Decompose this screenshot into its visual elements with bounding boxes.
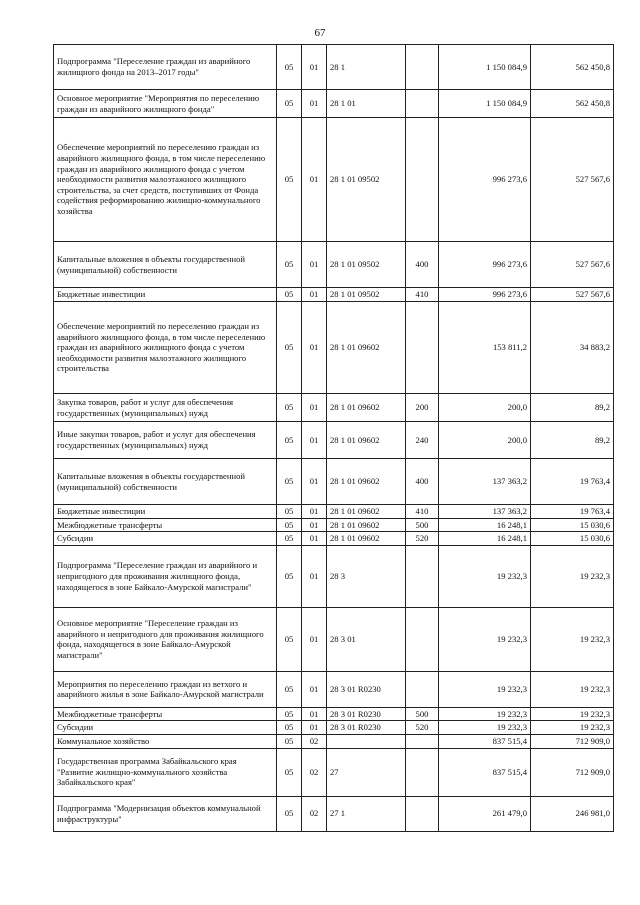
- cell-rz: 05: [277, 707, 302, 721]
- cell-sum2: 15 030,6: [531, 532, 614, 546]
- cell-csr: 28 1 01 09602: [327, 505, 406, 519]
- cell-sum1: 19 232,3: [439, 721, 531, 735]
- cell-csr: 28 1 01 09602: [327, 302, 406, 394]
- table-row: [54, 532, 614, 546]
- cell-rz: 05: [277, 532, 302, 546]
- table-row: [54, 545, 614, 607]
- cell-name: Государственная программа Забайкальского края "Развитие жилищно-коммунального хозяйства Забайкальского края": [54, 748, 277, 796]
- cell-name: Основное мероприятие "Мероприятия по переселению граждан из аварийного жилищного фонда": [54, 90, 277, 118]
- cell-vr: 520: [406, 532, 439, 546]
- cell-sum1: 1 150 084,9: [439, 45, 531, 90]
- cell-csr: 28 1 01 09602: [327, 518, 406, 532]
- cell-vr: 240: [406, 422, 439, 459]
- cell-sum2: 15 030,6: [531, 518, 614, 532]
- cell-sum1: 19 232,3: [439, 707, 531, 721]
- cell-pr: 01: [302, 707, 327, 721]
- cell-rz: 05: [277, 796, 302, 831]
- cell-name: Подпрограмма "Модернизация объектов коммунальной инфраструктуры": [54, 796, 277, 831]
- cell-sum1: 19 232,3: [439, 545, 531, 607]
- cell-name: Субсидии: [54, 532, 277, 546]
- cell-name: Мероприятия по переселению граждан из ветхого и аварийного жилья в зоне Байкало-Амурской магистрали: [54, 671, 277, 707]
- cell-sum1: 200,0: [439, 422, 531, 459]
- cell-csr: [327, 734, 406, 748]
- cell-sum1: 837 515,4: [439, 734, 531, 748]
- cell-name: Капитальные вложения в объекты государственной (муниципальной) собственности: [54, 459, 277, 505]
- cell-sum1: 1 150 084,9: [439, 90, 531, 118]
- table-row: [54, 721, 614, 735]
- cell-rz: 05: [277, 505, 302, 519]
- cell-vr: 400: [406, 242, 439, 288]
- cell-csr: 28 1 01 09602: [327, 394, 406, 422]
- cell-pr: 02: [302, 734, 327, 748]
- cell-name: Межбюджетные трансферты: [54, 707, 277, 721]
- cell-sum1: 16 248,1: [439, 518, 531, 532]
- cell-sum1: 996 273,6: [439, 288, 531, 302]
- cell-vr: [406, 302, 439, 394]
- cell-sum2: 527 567,6: [531, 118, 614, 242]
- cell-pr: 01: [302, 302, 327, 394]
- cell-vr: 520: [406, 721, 439, 735]
- cell-sum2: 246 981,0: [531, 796, 614, 831]
- cell-vr: 410: [406, 505, 439, 519]
- cell-sum2: 19 763,4: [531, 505, 614, 519]
- cell-vr: [406, 607, 439, 671]
- cell-vr: [406, 734, 439, 748]
- cell-sum2: 34 883,2: [531, 302, 614, 394]
- cell-rz: 05: [277, 45, 302, 90]
- table-row: [54, 302, 614, 394]
- cell-name: Подпрограмма "Переселение граждан из аварийного жилищного фонда на 2013–2017 годы": [54, 45, 277, 90]
- cell-sum2: 19 763,4: [531, 459, 614, 505]
- cell-rz: 05: [277, 90, 302, 118]
- cell-rz: 05: [277, 459, 302, 505]
- cell-sum2: 19 232,3: [531, 607, 614, 671]
- table-row: [54, 671, 614, 707]
- cell-pr: 01: [302, 90, 327, 118]
- cell-pr: 01: [302, 545, 327, 607]
- table-row: [54, 118, 614, 242]
- cell-name: Капитальные вложения в объекты государственной (муниципальной) собственности: [54, 242, 277, 288]
- cell-pr: 01: [302, 459, 327, 505]
- cell-csr: 28 3 01 R0230: [327, 707, 406, 721]
- cell-csr: 28 3 01 R0230: [327, 671, 406, 707]
- cell-csr: 28 1 01 09502: [327, 118, 406, 242]
- table-row: [54, 518, 614, 532]
- cell-rz: 05: [277, 518, 302, 532]
- table-row: [54, 90, 614, 118]
- cell-pr: 02: [302, 796, 327, 831]
- cell-csr: 27: [327, 748, 406, 796]
- cell-name: Основное мероприятие "Переселение граждан из аварийного и непригодного для проживания жилищного фонда, находящегося в зоне Байкало-Амурской магистрали": [54, 607, 277, 671]
- cell-sum2: 19 232,3: [531, 721, 614, 735]
- cell-name: Бюджетные инвестиции: [54, 288, 277, 302]
- budget-table-body: [54, 45, 614, 832]
- cell-rz: 05: [277, 734, 302, 748]
- cell-name: Межбюджетные трансферты: [54, 518, 277, 532]
- cell-sum1: 200,0: [439, 394, 531, 422]
- cell-pr: 01: [302, 422, 327, 459]
- cell-sum1: 137 363,2: [439, 505, 531, 519]
- cell-sum2: 89,2: [531, 394, 614, 422]
- cell-name: Подпрограмма "Переселение граждан из аварийного и непригодного для проживания жилищного фонда, находящегося в зоне Байкало-Амурской магистрали": [54, 545, 277, 607]
- cell-sum2: 89,2: [531, 422, 614, 459]
- table-row: [54, 242, 614, 288]
- table-row: [54, 288, 614, 302]
- cell-vr: 500: [406, 518, 439, 532]
- cell-csr: 28 1 01 09602: [327, 459, 406, 505]
- cell-vr: 410: [406, 288, 439, 302]
- cell-csr: 27 1: [327, 796, 406, 831]
- table-row: [54, 459, 614, 505]
- table-row: [54, 707, 614, 721]
- cell-vr: [406, 45, 439, 90]
- table-row: [54, 796, 614, 831]
- cell-csr: 28 1 01 09602: [327, 422, 406, 459]
- cell-sum2: 562 450,8: [531, 45, 614, 90]
- cell-vr: [406, 671, 439, 707]
- cell-pr: 02: [302, 748, 327, 796]
- cell-sum1: 137 363,2: [439, 459, 531, 505]
- cell-sum2: 712 909,0: [531, 748, 614, 796]
- cell-name: Иные закупки товаров, работ и услуг для обеспечения государственных (муниципальных) нужд: [54, 422, 277, 459]
- cell-vr: [406, 118, 439, 242]
- cell-pr: 01: [302, 721, 327, 735]
- cell-sum2: 19 232,3: [531, 671, 614, 707]
- cell-sum1: 19 232,3: [439, 607, 531, 671]
- cell-pr: 01: [302, 118, 327, 242]
- cell-pr: 01: [302, 505, 327, 519]
- cell-pr: 01: [302, 671, 327, 707]
- cell-rz: 05: [277, 545, 302, 607]
- cell-sum1: 19 232,3: [439, 671, 531, 707]
- cell-rz: 05: [277, 242, 302, 288]
- cell-pr: 01: [302, 394, 327, 422]
- cell-pr: 01: [302, 45, 327, 90]
- table-row: [54, 505, 614, 519]
- cell-name: Коммунальное хозяйство: [54, 734, 277, 748]
- cell-vr: [406, 545, 439, 607]
- cell-vr: [406, 90, 439, 118]
- cell-sum1: 837 515,4: [439, 748, 531, 796]
- cell-sum2: 19 232,3: [531, 545, 614, 607]
- cell-sum1: 261 479,0: [439, 796, 531, 831]
- cell-csr: 28 1 01 09602: [327, 532, 406, 546]
- cell-rz: 05: [277, 422, 302, 459]
- cell-name: Бюджетные инвестиции: [54, 505, 277, 519]
- cell-sum2: 19 232,3: [531, 707, 614, 721]
- cell-sum1: 996 273,6: [439, 242, 531, 288]
- cell-sum2: 527 567,6: [531, 242, 614, 288]
- cell-csr: 28 1 01 09502: [327, 288, 406, 302]
- cell-rz: 05: [277, 302, 302, 394]
- cell-vr: 200: [406, 394, 439, 422]
- table-row: [54, 748, 614, 796]
- cell-pr: 01: [302, 288, 327, 302]
- cell-name: Обеспечение мероприятий по переселению граждан из аварийного жилищного фонда, в том числе переселению граждан из аварийного жилищного фонда с учетом необходимости развития малоэтажного жилищного строительства, за счет средств, поступивших от Фонда содействия реформированию жилищно-коммунального хозяйства: [54, 118, 277, 242]
- cell-vr: 500: [406, 707, 439, 721]
- cell-sum1: 16 248,1: [439, 532, 531, 546]
- cell-sum1: 153 811,2: [439, 302, 531, 394]
- budget-table: [53, 44, 614, 832]
- page-number: 67: [314, 27, 326, 39]
- cell-sum1: 996 273,6: [439, 118, 531, 242]
- cell-rz: 05: [277, 288, 302, 302]
- cell-rz: 05: [277, 118, 302, 242]
- cell-rz: 05: [277, 671, 302, 707]
- cell-csr: 28 3 01: [327, 607, 406, 671]
- table-row: [54, 394, 614, 422]
- cell-sum2: 527 567,6: [531, 288, 614, 302]
- cell-vr: 400: [406, 459, 439, 505]
- cell-vr: [406, 748, 439, 796]
- table-row: [54, 734, 614, 748]
- cell-pr: 01: [302, 607, 327, 671]
- cell-rz: 05: [277, 748, 302, 796]
- cell-sum2: 712 909,0: [531, 734, 614, 748]
- cell-csr: 28 3 01 R0230: [327, 721, 406, 735]
- cell-rz: 05: [277, 607, 302, 671]
- cell-csr: 28 3: [327, 545, 406, 607]
- table-row: [54, 45, 614, 90]
- cell-name: Обеспечение мероприятий по переселению граждан из аварийного жилищного фонда, в том числе переселению граждан из аварийного жилищного фонда с учетом необходимости развития малоэтажного жилищного строительства: [54, 302, 277, 394]
- cell-csr: 28 1: [327, 45, 406, 90]
- table-row: [54, 607, 614, 671]
- cell-rz: 05: [277, 721, 302, 735]
- table-row: [54, 422, 614, 459]
- cell-rz: 05: [277, 394, 302, 422]
- cell-name: Закупка товаров, работ и услуг для обеспечения государственных (муниципальных) нужд: [54, 394, 277, 422]
- cell-sum2: 562 450,8: [531, 90, 614, 118]
- cell-pr: 01: [302, 242, 327, 288]
- cell-vr: [406, 796, 439, 831]
- cell-pr: 01: [302, 532, 327, 546]
- cell-csr: 28 1 01: [327, 90, 406, 118]
- cell-csr: 28 1 01 09502: [327, 242, 406, 288]
- cell-pr: 01: [302, 518, 327, 532]
- cell-name: Субсидии: [54, 721, 277, 735]
